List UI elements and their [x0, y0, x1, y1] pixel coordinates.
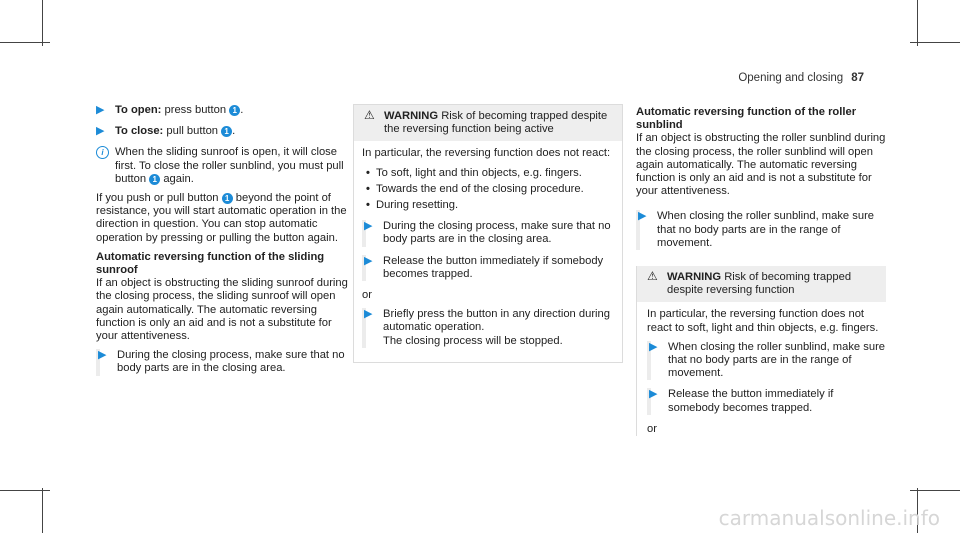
- marker-1-icon: 1: [222, 193, 233, 204]
- arrow-icon: ▶: [364, 308, 373, 321]
- arrow-icon: ▶: [649, 388, 658, 401]
- column-left: [96, 104, 351, 384]
- warning-triangle-icon: ⚠: [364, 108, 375, 122]
- warning-box: [353, 104, 623, 363]
- section-heading: Automatic reversing function of the sliding sunroof: [96, 250, 325, 277]
- warning-triangle-icon: ⚠: [647, 269, 658, 284]
- instruction-step: ▶ Briefly press the button in any direction during automatic operation. The closing process will be stopped.: [362, 308, 614, 348]
- info-icon: i: [96, 146, 109, 159]
- paragraph: If an object is obstructing the roller sunblind during the closing process, the roller sunblind will open again automatically. The automatic reversing function is only an aid and is not a substitute for your attentiveness.: [636, 132, 886, 198]
- list-item: • To soft, light and thin objects, e.g. fingers.: [366, 166, 582, 179]
- section-heading: Automatic reversing function of the roller sunblind: [636, 106, 857, 132]
- paragraph: In particular, the reversing function does not react to soft, light and thin objects, e.g. fingers.: [647, 308, 879, 334]
- paragraph: In particular, the reversing function does not react:: [362, 147, 611, 160]
- warning-header: ⚠ WARNING Risk of becoming trapped despite the reversing function being active: [354, 105, 622, 141]
- arrow-icon: ▶: [364, 220, 373, 233]
- bullet-list: [362, 167, 614, 213]
- section-title: Opening and closing: [738, 72, 844, 84]
- column-right: [636, 104, 886, 442]
- bullet-icon: •: [366, 182, 370, 195]
- info-note: i When the sliding sunroof is open, it will close first. To close the roller sunblind, you must pull button 1 again.: [96, 146, 351, 186]
- crop-mark: [910, 490, 960, 491]
- arrow-icon: ▶: [98, 349, 107, 362]
- marker-1-icon: 1: [149, 174, 160, 185]
- list-item: • Towards the end of the closing procedure.: [366, 182, 584, 195]
- arrow-icon: ▶: [364, 254, 373, 267]
- or-text: or: [647, 422, 657, 435]
- arrow-icon: ▶: [96, 125, 105, 138]
- instruction-step: ▶ During the closing process, make sure that no body parts are in the closing area.: [362, 220, 614, 246]
- warning-box: [636, 266, 886, 436]
- page-header: [738, 72, 864, 85]
- or-text: or: [362, 289, 372, 302]
- warning-body: [354, 141, 622, 361]
- page-number: 87: [851, 72, 864, 84]
- marker-1-icon: 1: [221, 126, 232, 137]
- crop-mark: [0, 42, 50, 43]
- crop-mark: [910, 42, 960, 43]
- instruction-step: ▶ When closing the roller sunblind, make sure that no body parts are in the range of movement.: [636, 210, 886, 250]
- paragraph: If you push or pull button 1 beyond the point of resistance, you will start automatic operation in the direction in question. You can stop automatic operation by pressing or pulling the button again.: [96, 192, 347, 244]
- marker-1-icon: 1: [229, 105, 240, 116]
- list-item: • During resetting.: [366, 199, 459, 212]
- crop-mark: [42, 488, 43, 533]
- instruction-close: ▶ To close: pull button 1 .: [96, 125, 236, 138]
- instruction-step: ▶ When closing the roller sunblind, make sure that no body parts are in the range of movement.: [649, 340, 886, 380]
- warning-body: [647, 302, 886, 436]
- instruction-open: ▶ To open: press button 1 .: [96, 104, 244, 116]
- watermark: carmanualsonline.info: [718, 505, 940, 530]
- arrow-icon: ▶: [649, 340, 658, 353]
- crop-mark: [917, 0, 918, 46]
- crop-mark: [42, 0, 43, 46]
- bullet-icon: •: [366, 166, 370, 179]
- bullet-icon: •: [366, 199, 370, 212]
- instruction-step: ▶ Release the button immediately if somebody becomes trapped.: [647, 388, 886, 414]
- instruction-step: ▶ Release the button immediately if somebody becomes trapped.: [362, 255, 614, 281]
- arrow-icon: ▶: [638, 210, 647, 223]
- warning-header: ⚠ WARNING Risk of becoming trapped despite reversing function: [637, 266, 886, 302]
- instruction-step: ▶ During the closing process, make sure that no body parts are in the closing area.: [96, 349, 351, 375]
- arrow-icon: ▶: [96, 104, 105, 116]
- paragraph: If an object is obstructing the sliding sunroof during the closing process, the sliding sunroof will open again automatically. The automatic reversing function is only an aid and is not a substitute for your attentiveness.: [96, 277, 348, 343]
- crop-mark: [0, 490, 50, 491]
